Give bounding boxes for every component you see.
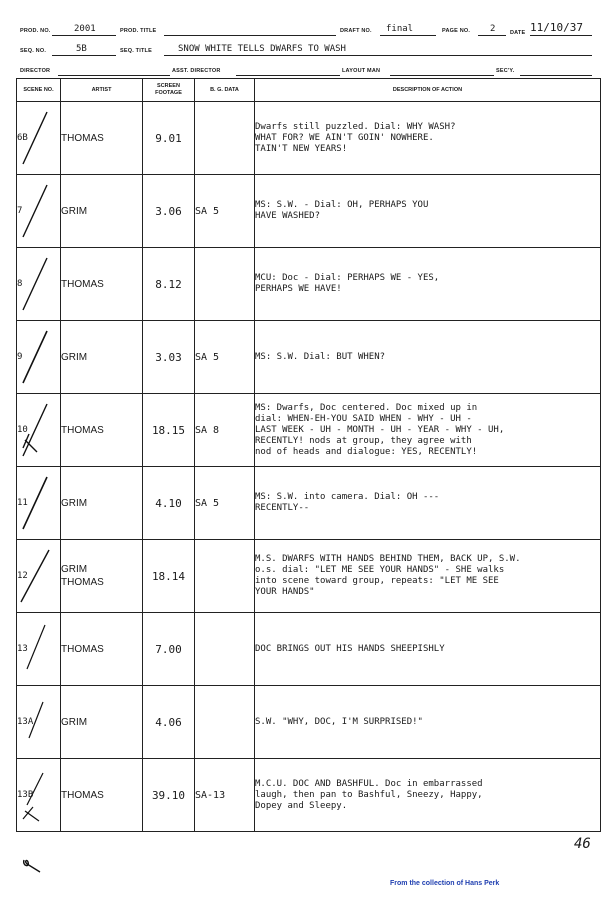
bg-data-cell: SA 5 [195,175,255,248]
description-cell: MCU: Doc - Dial: PERHAPS WE - YES, PERHAPS WE HAVE! [255,248,601,321]
footage-cell: 3.06 [143,175,195,248]
artist-cell: GRIM [61,321,143,394]
scene-number: 10 [17,394,61,467]
footage-cell: 4.10 [143,467,195,540]
check-mark [19,327,53,385]
description-cell: MS: S.W. into camera. Dial: OH --- RECENTLY-- [255,467,601,540]
description-cell: M.C.U. DOC AND BASHFUL. Doc in embarrassed laugh, then pan to Bashful, Sneezy, Happy, Dopey and Sleepy. [255,759,601,832]
seq-no-label: SEQ. NO. [20,48,47,54]
scene-number: 13B [17,759,61,832]
footage-cell: 8.12 [143,248,195,321]
footage-cell: 9.01 [143,102,195,175]
col-screen-footage: SCREEN FOOTAGE [143,79,195,102]
draft-no-value: final [386,24,414,34]
page-number: 46 [574,836,591,852]
seq-title-label: SEQ. TITLE [120,48,152,54]
bg-data-cell: SA 8 [195,394,255,467]
check-mark [19,181,53,239]
description-cell: Dwarfs still puzzled. Dial: WHY WASH? WHAT FOR? WE AIN'T GOIN' NOWHERE. TAIN'T NEW YEARS! [255,102,601,175]
artist-cell: THOMAS [61,759,143,832]
col-artist: ARTIST [61,79,143,102]
table-row [17,175,601,248]
footage-cell: 18.15 [143,394,195,467]
table-row [17,686,601,759]
description-cell: DOC BRINGS OUT HIS HANDS SHEEPISHLY [255,613,601,686]
scene-number: 12 [17,540,61,613]
scene-number: 7 [17,175,61,248]
footage-cell: 4.06 [143,686,195,759]
bg-data-cell [195,540,255,613]
table-row [17,394,601,467]
col-bg-data: B. G. DATA [195,79,255,102]
footage-cell: 39.10 [143,759,195,832]
artist-cell: GRIM [61,467,143,540]
bg-data-cell [195,686,255,759]
asst-director-label: ASST. DIRECTOR [172,68,221,74]
table-row [17,759,601,832]
description-cell: MS: S.W. - Dial: OH, PERHAPS YOU HAVE WASHED? [255,175,601,248]
scene-table [16,78,601,832]
table-row [17,102,601,175]
scribble-mark [20,854,46,874]
scene-number: 6B [17,102,61,175]
artist-cell: GRIM [61,686,143,759]
draft-no-label: DRAFT NO. [340,28,372,34]
artist-cell: GRIM [61,175,143,248]
date-value: 11/10/37 [530,21,583,34]
table-row [17,248,601,321]
artist-cell: THOMAS [61,613,143,686]
col-scene-no: SCENE NO. [17,79,61,102]
table-row [17,321,601,394]
scene-number: 8 [17,248,61,321]
scene-number: 13A [17,686,61,759]
artist-cell: GRIM THOMAS [61,540,143,613]
scene-number: 13 [17,613,61,686]
secy-label: SEC'Y. [496,68,515,74]
table-row [17,540,601,613]
check-mark [19,254,53,312]
table-header-row [17,79,601,102]
col-description: DESCRIPTION OF ACTION [255,79,601,102]
seq-title-value: SNOW WHITE TELLS DWARFS TO WASH [178,44,346,54]
bg-data-cell: SA 5 [195,467,255,540]
page-no-value: 2 [490,24,496,34]
scene-number: 9 [17,321,61,394]
prod-no-value: 2001 [74,24,96,34]
collection-credit: From the collection of Hans Perk [390,880,500,887]
footage-cell: 7.00 [143,613,195,686]
scene-number: 11 [17,467,61,540]
prod-title-label: PROD. TITLE [120,28,157,34]
bg-data-cell [195,102,255,175]
artist-cell: THOMAS [61,394,143,467]
bg-data-cell [195,248,255,321]
seq-no-value: 5B [76,44,87,54]
footage-cell: 18.14 [143,540,195,613]
artist-cell: THOMAS [61,248,143,321]
director-label: DIRECTOR [20,68,51,74]
layout-man-label: LAYOUT MAN [342,68,381,74]
page-no-label: PAGE NO. [442,28,471,34]
bg-data-cell: SA-13 [195,759,255,832]
description-cell: S.W. "WHY, DOC, I'M SURPRISED!" [255,686,601,759]
description-cell: MS: S.W. Dial: BUT WHEN? [255,321,601,394]
footage-cell: 3.03 [143,321,195,394]
description-cell: MS: Dwarfs, Doc centered. Doc mixed up in dial: WHEN-EH-YOU SAID WHEN - WHY - UH - LAST WEEK - UH - MONTH - UH - YEAR - WHY - UH, RECENTLY! nods at group, they agree with nod of heads and dialogue: YES, RECENTLY! [255,394,601,467]
bg-data-cell: SA 5 [195,321,255,394]
bg-data-cell [195,613,255,686]
prod-no-label: PROD. NO. [20,28,51,34]
description-cell: M.S. DWARFS WITH HANDS BEHIND THEM, BACK UP, S.W. o.s. dial: "LET ME SEE YOUR HANDS" - SHE walks into scene toward group, repeats: "LET ME SEE YOUR HANDS" [255,540,601,613]
artist-cell: THOMAS [61,102,143,175]
table-row [17,467,601,540]
table-row [17,613,601,686]
date-label: DATE [510,30,526,36]
